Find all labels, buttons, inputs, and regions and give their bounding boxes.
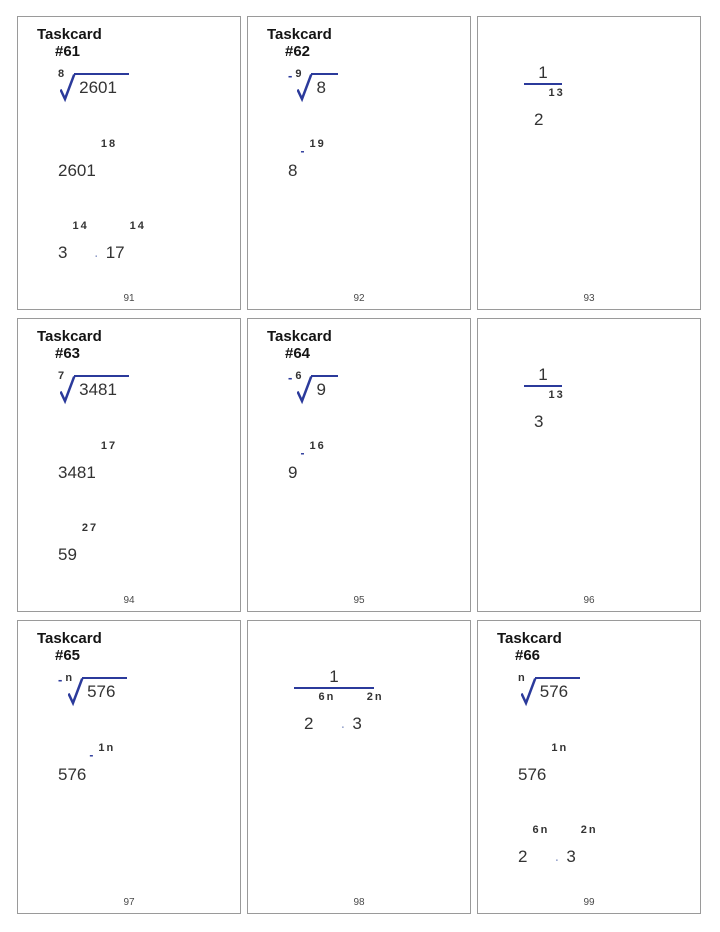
power-expression <box>58 743 113 783</box>
exponent-fraction <box>99 441 115 451</box>
fraction-numerator: 1 <box>309 138 316 150</box>
card-subtitle: #66 <box>515 647 541 664</box>
fraction-denominator: n <box>326 691 334 703</box>
page-number: 98 <box>353 897 365 908</box>
expression-slot <box>518 673 580 712</box>
power-expression <box>288 441 324 481</box>
page-number: 95 <box>353 595 365 606</box>
card-title: Taskcard <box>37 328 102 345</box>
fraction-denominator: n <box>540 824 548 836</box>
minus-sign: - <box>288 370 293 385</box>
fraction-numerator: 1 <box>551 742 558 754</box>
fraction-denominator: 3 <box>556 87 563 99</box>
taskcard-64 <box>247 318 471 612</box>
power-base: 576 <box>518 765 547 784</box>
expression-slot <box>288 69 338 108</box>
exponent-fraction <box>70 221 86 231</box>
fraction-numerator: 6 <box>532 824 539 836</box>
multiplication-dot-icon: · <box>340 718 346 735</box>
power-exponent <box>546 88 562 98</box>
power-exponent <box>530 825 547 835</box>
exponent-fraction <box>99 139 115 149</box>
fraction-numerator: 2 <box>366 691 373 703</box>
card-subtitle: #64 <box>285 345 311 362</box>
power-expression <box>352 692 381 732</box>
minus-sign: - <box>89 748 94 762</box>
exponent-fraction <box>546 390 562 400</box>
page-number: 97 <box>123 897 135 908</box>
power-exponent <box>80 523 96 533</box>
root-index: n <box>65 672 73 684</box>
power-exponent <box>365 692 382 702</box>
power-expression <box>58 523 96 563</box>
expression-slot <box>58 139 115 181</box>
fraction-numerator: 1 <box>129 220 136 232</box>
fraction-numerator: 1 <box>100 138 107 150</box>
fraction-numerator: 1 <box>98 742 105 754</box>
root-expression <box>58 673 127 712</box>
fraction-denominator: 6 <box>317 440 324 452</box>
product-expression <box>304 691 382 735</box>
power-exponent <box>546 390 562 400</box>
big-fraction <box>294 667 382 735</box>
power-expression <box>106 221 144 261</box>
power-expression <box>304 692 333 732</box>
root-expression <box>288 371 338 410</box>
power-exponent <box>99 441 115 451</box>
power-exponent <box>300 441 323 458</box>
exponent-fraction <box>128 221 144 231</box>
power-base: 8 <box>288 161 298 180</box>
power-base: 3481 <box>58 463 96 482</box>
fraction-denominator: n <box>559 742 567 754</box>
card-subtitle: #61 <box>55 43 81 60</box>
expression-slot <box>58 441 115 483</box>
exponent-fraction <box>530 825 547 835</box>
big-fraction <box>524 367 562 432</box>
power-expression <box>58 441 115 481</box>
expression-slot <box>518 743 566 785</box>
root-expression <box>288 69 338 108</box>
power-base: 2601 <box>58 161 96 180</box>
exponent-fraction <box>80 523 96 533</box>
power-exponent <box>128 221 144 231</box>
taskcard-63 <box>17 318 241 612</box>
page-number: 93 <box>583 293 595 304</box>
power-base: 59 <box>58 545 77 564</box>
expression-slot <box>288 371 338 410</box>
fraction-numerator: 1 <box>72 220 79 232</box>
card-title: Taskcard <box>267 26 332 43</box>
fraction-numerator: 2 <box>81 522 89 534</box>
big-fraction-denominator <box>294 689 382 735</box>
page-number: 91 <box>123 293 135 304</box>
minus-sign: - <box>300 446 305 460</box>
minus-sign: - <box>300 144 305 158</box>
power-expression <box>58 221 87 261</box>
power-expression <box>288 139 324 179</box>
taskcard-65 <box>17 620 241 914</box>
fraction-numerator: 6 <box>318 691 325 703</box>
taskcard-62 <box>247 16 471 310</box>
fraction-denominator: 4 <box>137 220 144 232</box>
fraction-denominator: n <box>588 824 596 836</box>
power-base: 2 <box>304 714 314 733</box>
exponent-fraction <box>96 743 113 753</box>
expression-slot <box>58 221 144 263</box>
radicand: 3481 <box>74 375 129 399</box>
fraction-numerator: 1 <box>309 440 316 452</box>
big-fraction-denominator <box>524 85 562 130</box>
taskcard-96 <box>477 318 701 612</box>
power-base: 3 <box>566 847 576 866</box>
card-subtitle: #62 <box>285 43 311 60</box>
power-exponent <box>70 221 86 231</box>
big-fraction-numerator: 1 <box>329 667 339 686</box>
taskcard-98 <box>247 620 471 914</box>
power-base: 3 <box>534 412 544 431</box>
fraction-denominator: 4 <box>80 220 87 232</box>
root-index: 8 <box>58 68 65 80</box>
expression-slot <box>294 667 382 735</box>
expression-slot <box>58 371 129 410</box>
power-expression <box>518 743 566 783</box>
fraction-denominator: n <box>106 742 114 754</box>
fraction-numerator: 2 <box>580 824 587 836</box>
power-expression <box>58 139 115 179</box>
multiplication-dot-icon: · <box>554 851 560 868</box>
radicand: 576 <box>535 677 580 701</box>
expression-slot <box>288 441 324 483</box>
card-subtitle: #65 <box>55 647 81 664</box>
big-fraction-numerator: 1 <box>538 63 548 82</box>
power-base: 3 <box>352 714 362 733</box>
minus-sign: - <box>58 672 63 687</box>
expression-slot <box>524 65 562 130</box>
power-expression <box>534 88 563 128</box>
power-exponent <box>316 692 333 702</box>
expression-slot <box>58 69 129 108</box>
power-exponent <box>579 825 596 835</box>
power-exponent <box>89 743 113 760</box>
fraction-denominator: 9 <box>317 138 324 150</box>
root-expression <box>518 673 580 712</box>
exponent-fraction <box>365 692 382 702</box>
radicand: 9 <box>311 375 337 399</box>
expression-slot <box>58 523 96 565</box>
expression-slot <box>518 825 596 867</box>
power-base: 9 <box>288 463 298 482</box>
power-base: 2 <box>534 110 544 129</box>
power-base: 576 <box>58 765 87 784</box>
power-expression <box>566 825 595 865</box>
root-index: 7 <box>58 370 65 382</box>
big-fraction <box>524 65 562 130</box>
big-fraction-numerator: 1 <box>538 365 548 384</box>
multiplication-dot-icon: · <box>93 247 99 264</box>
root-expression <box>58 69 129 108</box>
radicand: 576 <box>82 677 127 701</box>
radicand: 2601 <box>74 73 129 97</box>
fraction-denominator: 3 <box>556 389 563 401</box>
power-base: 17 <box>105 243 125 262</box>
root-index: 6 <box>295 370 302 382</box>
page-number: 99 <box>583 897 595 908</box>
fraction-denominator: 7 <box>90 522 97 534</box>
expression-slot <box>58 743 113 785</box>
taskcard-66 <box>477 620 701 914</box>
card-title: Taskcard <box>37 26 102 43</box>
power-base: 2 <box>518 847 528 866</box>
card-title: Taskcard <box>267 328 332 345</box>
exponent-fraction <box>307 441 323 451</box>
taskcard-93 <box>477 16 701 310</box>
power-expression <box>534 390 563 430</box>
fraction-denominator: 7 <box>108 440 116 452</box>
card-title: Taskcard <box>37 630 102 647</box>
minus-sign: - <box>288 68 293 83</box>
power-exponent <box>99 139 115 149</box>
root-index: n <box>518 672 525 684</box>
root-expression <box>58 371 129 410</box>
product-expression <box>518 824 596 868</box>
radicand: 8 <box>311 73 337 97</box>
power-base: 3 <box>58 243 68 262</box>
product-expression <box>58 220 144 264</box>
exponent-fraction <box>316 692 333 702</box>
expression-slot <box>524 367 562 432</box>
expression-slot <box>288 139 324 181</box>
fraction-numerator: 1 <box>548 87 555 99</box>
card-title: Taskcard <box>497 630 562 647</box>
fraction-denominator: 8 <box>108 138 116 150</box>
card-subtitle: #63 <box>55 345 81 362</box>
big-fraction-denominator <box>524 387 562 432</box>
exponent-fraction <box>546 88 562 98</box>
expression-slot <box>58 673 127 712</box>
page-number: 92 <box>353 293 365 304</box>
fraction-numerator: 1 <box>548 389 555 401</box>
power-expression <box>518 825 547 865</box>
taskcard-61 <box>17 16 241 310</box>
power-exponent <box>300 139 323 156</box>
fraction-numerator: 1 <box>100 440 107 452</box>
page-number: 94 <box>123 595 135 606</box>
fraction-denominator: n <box>374 691 382 703</box>
exponent-fraction <box>549 743 566 753</box>
page-number: 96 <box>583 595 595 606</box>
root-index: 9 <box>295 68 302 80</box>
power-exponent <box>549 743 566 753</box>
exponent-fraction <box>579 825 596 835</box>
exponent-fraction <box>307 139 323 149</box>
